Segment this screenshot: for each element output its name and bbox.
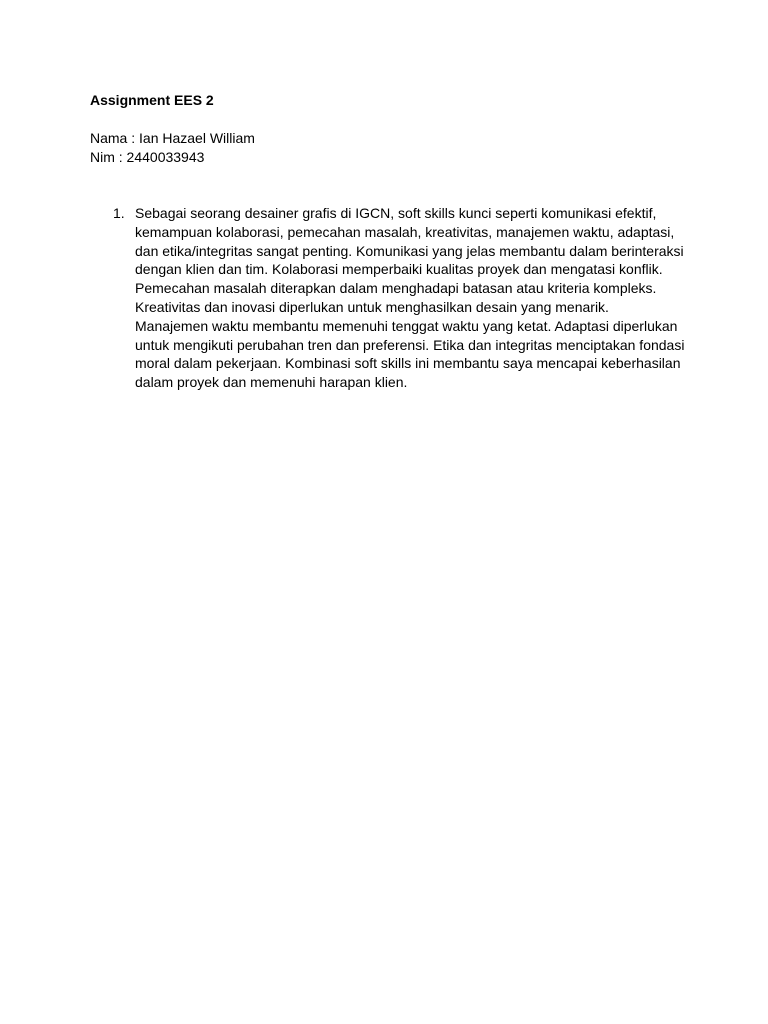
student-nim: Nim : 2440033943 <box>90 149 205 165</box>
document-title: Assignment EES 2 <box>90 92 214 108</box>
student-info <box>90 129 255 167</box>
list-item-text <box>135 204 690 392</box>
text-line: dengan klien dan tim. Kolaborasi memperbaiki kualitas proyek dan mengatasi konflik. <box>135 261 663 278</box>
text-line: Kreativitas dan inovasi diperlukan untuk menghasilkan desain yang menarik. <box>135 298 609 315</box>
student-name: Nama : Ian Hazael William <box>90 130 255 146</box>
text-line: dan etika/integritas sangat penting. Komunikasi yang jelas membantu dalam berinteraksi <box>135 242 684 259</box>
text-line: kemampuan kolaborasi, pemecahan masalah, kreativitas, manajemen waktu, adaptasi, <box>135 223 675 240</box>
list-item <box>90 204 690 392</box>
text-line: moral dalam pekerjaan. Kombinasi soft skills ini membantu saya mencapai keberhasilan <box>135 355 681 372</box>
list-item-number: 1. <box>113 205 125 221</box>
text-line: Pemecahan masalah diterapkan dalam menghadapi batasan atau kriteria kompleks. <box>135 280 657 297</box>
text-line: Sebagai seorang desainer grafis di IGCN, soft skills kunci seperti komunikasi efektif, <box>135 205 657 221</box>
answer-list <box>90 204 690 392</box>
text-line: Manajemen waktu membantu memenuhi tenggat waktu yang ketat. Adaptasi diperlukan <box>135 317 678 334</box>
text-line: untuk mengikuti perubahan tren dan preferensi. Etika dan integritas menciptakan fondasi <box>135 336 685 353</box>
text-line: dalam proyek dan memenuhi harapan klien. <box>135 374 408 391</box>
